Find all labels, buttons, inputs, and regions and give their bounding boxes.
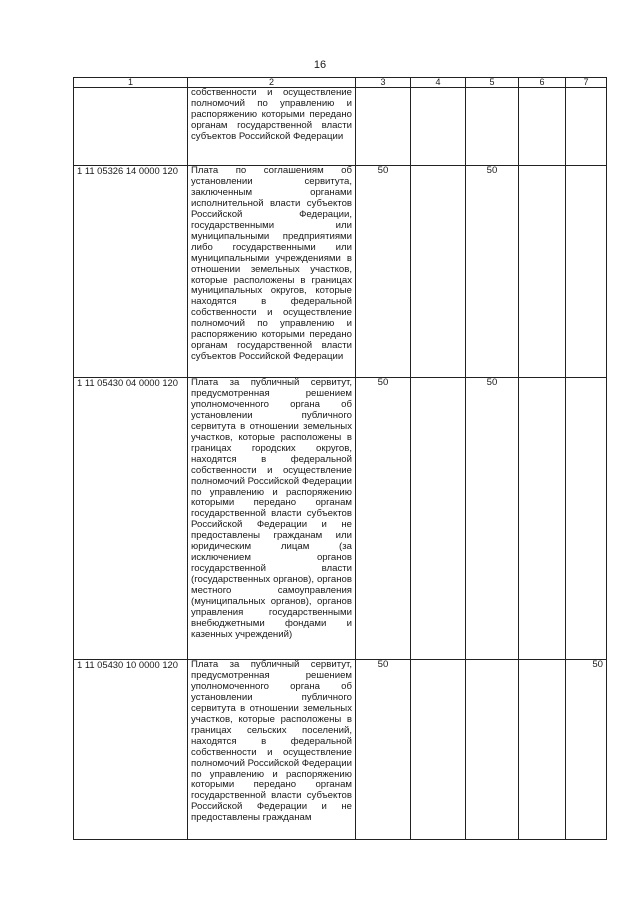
value-col-5: 50	[466, 378, 519, 660]
value-col-4	[411, 88, 466, 166]
value-col-6	[519, 166, 566, 378]
table-row	[74, 88, 607, 166]
column-header-6: 6	[519, 78, 566, 88]
revenue-description: Плата за публичный сервитут, предусмотренная решением уполномоченного органа об установлении публичного сервитута в отношении земельных участков, которые расположены в границах городских округов, находятся в федеральной собственности и осуществление полномочий Российской Федерации по управлению и распоряжению которыми передано органам государственной власти субъектов Российской Федерации и не предоставлены гражданам или юридическим лицам (за исключением органов государственной власти (государственных органов), органов местного самоуправления (муниципальных органов), органов управления государственными внебюджетными фондами и казенных учреждений)	[188, 378, 356, 660]
table-row	[74, 378, 607, 660]
revenue-description: собственности и осуществление полномочий по управлению и распоряжению которыми передано органам государственной власти субъектов Российской Федерации	[188, 88, 356, 166]
value-col-3	[356, 88, 411, 166]
value-col-4	[411, 660, 466, 840]
column-header-3: 3	[356, 78, 411, 88]
column-header-4: 4	[411, 78, 466, 88]
revenue-description: Плата по соглашениям об установлении сервитута, заключенным органами исполнительной власти субъектов Российской Федерации, государственными или муниципальными предприятиями либо государственными или муниципальными учреждениями в отношении земельных участков, которые расположены в границах муниципальных округов, которые находятся в федеральной собственности и осуществление полномочий по управлению и распоряжению которыми передано органам государственной власти субъектов Российской Федерации	[188, 166, 356, 378]
value-col-6	[519, 378, 566, 660]
value-col-3: 50	[356, 660, 411, 840]
table-row	[74, 660, 607, 840]
column-header-5: 5	[466, 78, 519, 88]
budget-table	[73, 77, 607, 840]
column-header-7: 7	[566, 78, 607, 88]
table-row	[74, 166, 607, 378]
value-col-7	[566, 378, 607, 660]
value-col-6	[519, 88, 566, 166]
value-col-7	[566, 166, 607, 378]
value-col-5	[466, 88, 519, 166]
budget-code: 1 11 05430 10 0000 120	[74, 660, 188, 840]
value-col-5: 50	[466, 166, 519, 378]
revenue-description: Плата за публичный сервитут, предусмотренная решением уполномоченного органа об установлении публичного сервитута в отношении земельных участков, которые расположены в границах сельских поселений, находятся в федеральной собственности и осуществление полномочий Российской Федерации по управлению и распоряжению которыми передано органам государственной власти субъектов Российской Федерации и не предоставлены гражданам	[188, 660, 356, 840]
page-number: 16	[313, 59, 327, 71]
value-col-4	[411, 166, 466, 378]
value-col-6	[519, 660, 566, 840]
value-col-7	[566, 88, 607, 166]
budget-code: 1 11 05430 04 0000 120	[74, 378, 188, 660]
value-col-3: 50	[356, 166, 411, 378]
column-header-1: 1	[74, 78, 188, 88]
budget-code	[74, 88, 188, 166]
budget-code: 1 11 05326 14 0000 120	[74, 166, 188, 378]
column-header-2: 2	[188, 78, 356, 88]
value-col-5	[466, 660, 519, 840]
value-col-7: 50	[566, 660, 607, 840]
table-header-row	[74, 78, 607, 88]
value-col-3: 50	[356, 378, 411, 660]
value-col-4	[411, 378, 466, 660]
